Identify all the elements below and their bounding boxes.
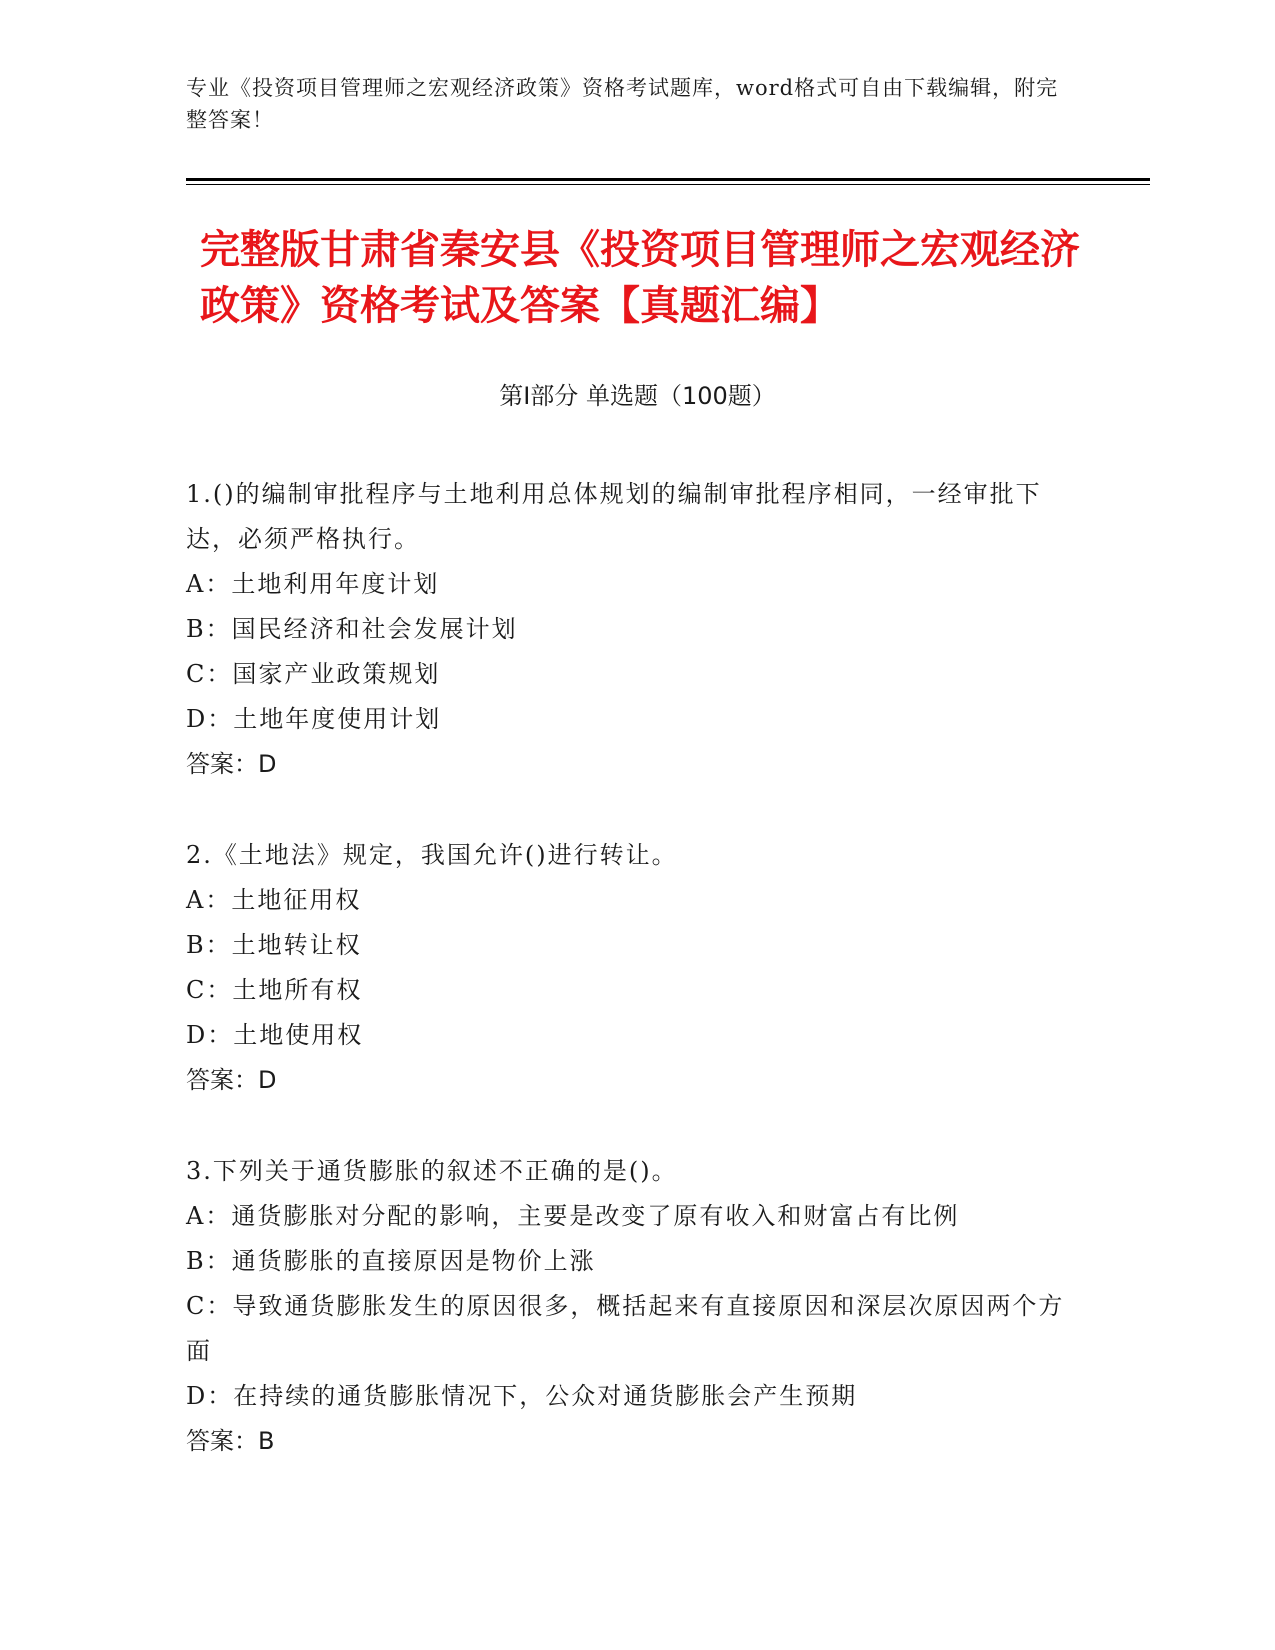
option-c: C：国家产业政策规划	[186, 660, 441, 688]
answer: 答案：D	[186, 750, 277, 778]
option-a: A：通货膨胀对分配的影响，主要是改变了原有收入和财富占有比例	[186, 1202, 960, 1230]
question-1	[186, 472, 1066, 787]
question-stem: 1.()的编制审批程序与土地利用总体规划的编制审批程序相同，一经审批下达，必须严格执行。	[186, 480, 1042, 553]
option-d: D：在持续的通货膨胀情况下，公众对通货膨胀会产生预期	[186, 1382, 858, 1410]
option-a: A：土地征用权	[186, 886, 362, 914]
header-divider-thick	[186, 178, 1150, 181]
option-d: D：土地年度使用计划	[186, 705, 442, 733]
option-b: B：土地转让权	[186, 931, 362, 959]
option-b: B：国民经济和社会发展计划	[186, 615, 518, 643]
question-stem: 2.《土地法》规定，我国允许()进行转让。	[186, 841, 678, 869]
document-title: 完整版甘肃省秦安县《投资项目管理师之宏观经济政策》资格考试及答案【真题汇编】	[200, 227, 1080, 329]
header-divider-thin	[186, 184, 1150, 185]
option-d: D：土地使用权	[186, 1021, 364, 1049]
answer: 答案：B	[186, 1427, 275, 1455]
header-note: 专业《投资项目管理师之宏观经济政策》资格考试题库，word格式可自由下载编辑，附完整答案！	[186, 76, 1059, 132]
option-c: C：导致通货膨胀发生的原因很多，概括起来有直接原因和深层次原因两个方面	[186, 1292, 1065, 1365]
question-3	[186, 1149, 1066, 1464]
section-heading: 第Ⅰ部分 单选题（100题）	[499, 382, 776, 410]
question-stem: 3.下列关于通货膨胀的叙述不正确的是()。	[186, 1157, 678, 1185]
option-b: B：通货膨胀的直接原因是物价上涨	[186, 1247, 596, 1275]
answer: 答案：D	[186, 1066, 277, 1094]
question-2	[186, 833, 1066, 1103]
option-a: A：土地利用年度计划	[186, 570, 440, 598]
question-list	[186, 472, 1066, 1510]
option-c: C：土地所有权	[186, 976, 363, 1004]
